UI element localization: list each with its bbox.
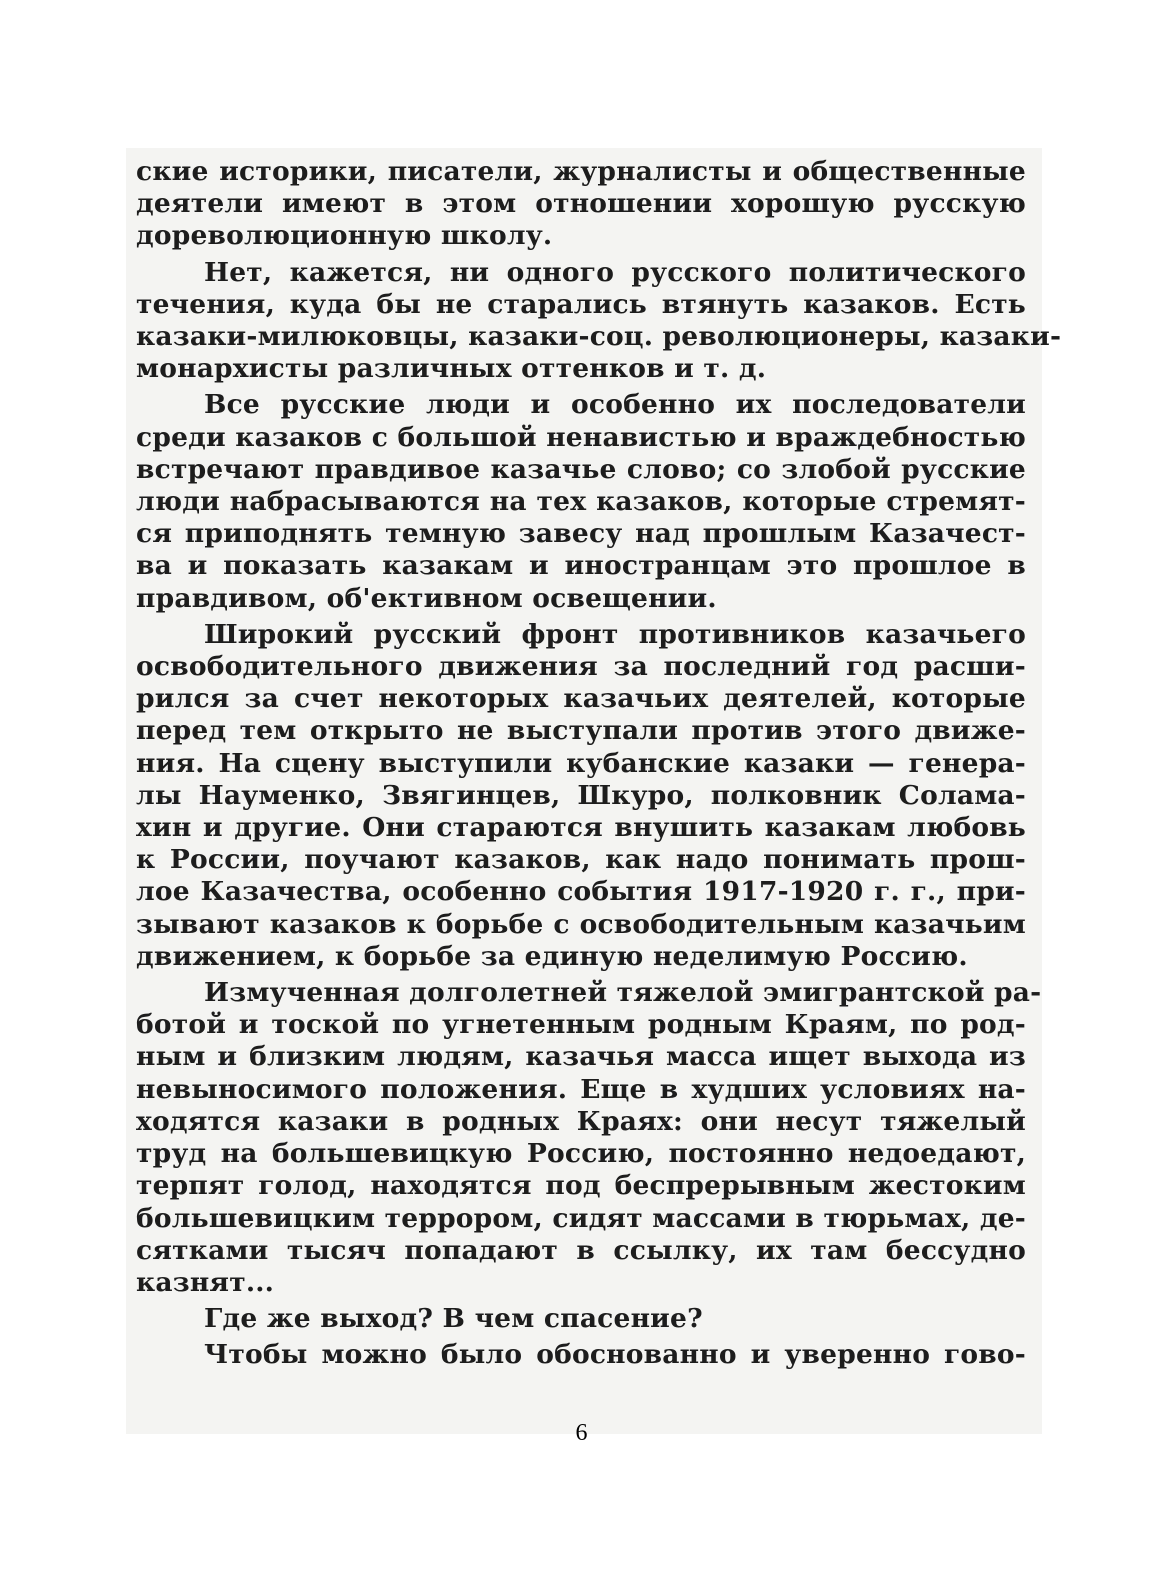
text-line: ва и показать казакам и иностранцам это прошлое в — [136, 550, 1026, 582]
text-line: Все русские люди и особенно их последователи — [204, 389, 1026, 421]
text-line: ся приподнять темную завесу над прошлым Казачест- — [136, 518, 1026, 550]
text-line: Нет, кажется, ни одного русского политического — [204, 256, 1026, 288]
paragraph — [136, 619, 1026, 973]
text-line: дореволюционную школу. — [136, 220, 553, 252]
text-line: деятели имеют в этом отношении хорошую русскую — [136, 188, 1026, 220]
text-line: большевицким террором, сидят массами в тюрьмах, де- — [136, 1202, 1026, 1234]
text-line: хин и другие. Они стараются внушить казакам любовь — [136, 812, 1026, 844]
paragraph — [136, 1303, 1026, 1335]
text-line: встречают правдивое казачье слово; со злобой русские — [136, 453, 1026, 485]
paragraph — [136, 256, 1062, 386]
text-line: движением, к борьбе за единую неделимую Россию. — [136, 940, 968, 972]
text-line: терпят голод, находятся под беспрерывным жестоким — [136, 1170, 1026, 1202]
text-line: ботой и тоской по угнетенным родным Краям, по род- — [136, 1009, 1026, 1041]
text-line: ным и близким людям, казачья масса ищет выхода из — [136, 1041, 1026, 1073]
text-line: ния. На сцену выступили кубанские казаки — генера- — [136, 747, 1026, 779]
paragraph — [136, 1339, 1026, 1371]
text-line: течения, куда бы не старались втянуть казаков. Есть — [136, 288, 1026, 320]
text-line: рился за счет некоторых казачьих деятелей, которые — [136, 683, 1026, 715]
text-line: к России, поучают казаков, как надо понимать прош- — [136, 844, 1026, 876]
text-line: зывают казаков к борьбе с освободительным казачьим — [136, 908, 1026, 940]
text-line: Широкий русский фронт противников казачьего — [204, 618, 1026, 650]
text-line: казнят... — [136, 1266, 275, 1298]
paragraph — [136, 389, 1026, 614]
body-text — [136, 156, 1062, 1376]
text-line: Чтобы можно было обоснованно и уверенно гово- — [204, 1339, 1026, 1371]
text-line: среди казаков с большой ненавистью и враждебностью — [136, 421, 1026, 453]
text-line: Измученная долголетней тяжелой эмигрантской ра- — [204, 977, 1042, 1009]
text-line: невыносимого положения. Еще в худших условиях на- — [136, 1073, 1026, 1105]
text-line: Где же выход? В чем спасение? — [204, 1303, 703, 1335]
text-line: люди набрасываются на тех казаков, которые стремят- — [136, 486, 1026, 518]
text-line: правдивом, об'ективном освещении. — [136, 582, 717, 614]
text-line: освободительного движения за последний год расши- — [136, 651, 1026, 683]
text-line: сятками тысяч попадают в ссылку, их там бессудно — [136, 1234, 1026, 1266]
text-line: ходятся казаки в родных Краях: они несут тяжелый — [136, 1105, 1026, 1137]
paragraph — [136, 156, 1026, 253]
text-line: казаки-милюковцы, казаки-соц. революционеры, казаки- — [136, 321, 1062, 353]
text-line: перед тем открыто не выступали против этого движе- — [136, 715, 1026, 747]
text-line: труд на большевицкую Россию, постоянно недоедают, — [136, 1138, 1026, 1170]
text-line: монархисты различных оттенков и т. д. — [136, 353, 767, 385]
text-line: ские историки, писатели, журналисты и общественные — [136, 156, 1026, 187]
text-line: лы Науменко, Звягинцев, Шкуро, полковник Солама- — [136, 779, 1026, 811]
text-line: лое Казачества, особенно события 1917-1920 г. г., при- — [136, 876, 1026, 908]
paragraph — [136, 977, 1042, 1299]
page-number: 6 — [575, 1420, 588, 1446]
